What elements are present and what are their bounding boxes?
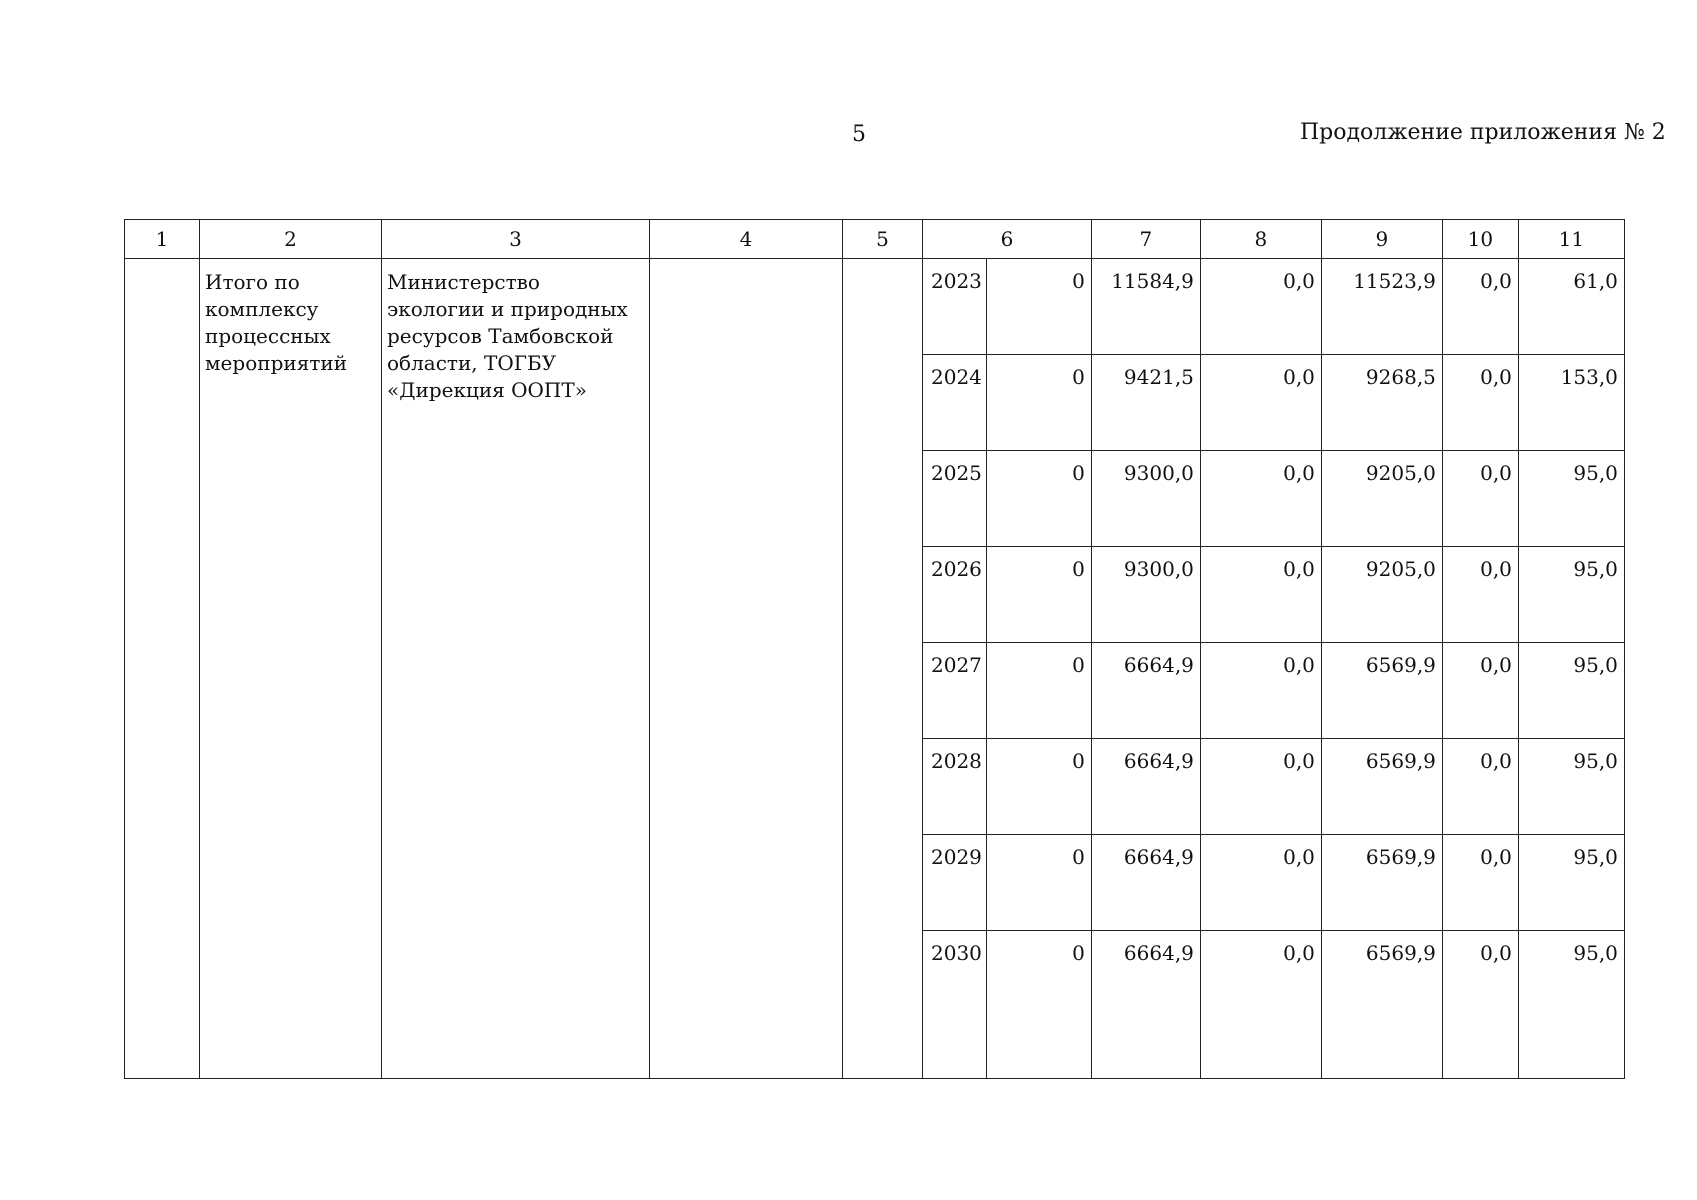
value-cell: 9300,0 bbox=[1091, 451, 1200, 547]
value-cell: 0 bbox=[986, 643, 1091, 739]
value-cell: 0,0 bbox=[1200, 547, 1321, 643]
column-number: 5 bbox=[843, 220, 923, 259]
value-cell: 11523,9 bbox=[1321, 259, 1442, 355]
column-5-cell bbox=[843, 259, 923, 1079]
column-number: 3 bbox=[382, 220, 650, 259]
year-cell: 2030 bbox=[923, 931, 987, 1079]
value-cell: 9268,5 bbox=[1321, 355, 1442, 451]
page-number: 5 bbox=[852, 122, 866, 147]
value-cell: 0,0 bbox=[1200, 259, 1321, 355]
value-cell: 0,0 bbox=[1200, 451, 1321, 547]
column-number: 4 bbox=[650, 220, 843, 259]
year-cell: 2028 bbox=[923, 739, 987, 835]
value-cell: 9300,0 bbox=[1091, 547, 1200, 643]
value-cell: 0,0 bbox=[1442, 835, 1518, 931]
value-cell: 0,0 bbox=[1200, 643, 1321, 739]
table-row bbox=[125, 259, 1625, 355]
value-cell: 0 bbox=[986, 259, 1091, 355]
value-cell: 0 bbox=[986, 835, 1091, 931]
value-cell: 6569,9 bbox=[1321, 931, 1442, 1079]
column-number: 11 bbox=[1518, 220, 1624, 259]
funding-table bbox=[124, 219, 1625, 1079]
column-number: 1 bbox=[125, 220, 200, 259]
value-cell: 6569,9 bbox=[1321, 643, 1442, 739]
value-cell: 0,0 bbox=[1442, 739, 1518, 835]
responsible-executor: Министерство экологии и природных ресурсов Тамбовской области, ТОГБУ «Дирекция ООПТ» bbox=[382, 259, 650, 1079]
value-cell: 0,0 bbox=[1442, 547, 1518, 643]
year-cell: 2029 bbox=[923, 835, 987, 931]
value-cell: 0,0 bbox=[1442, 451, 1518, 547]
column-number: 8 bbox=[1200, 220, 1321, 259]
value-cell: 6664,9 bbox=[1091, 835, 1200, 931]
value-cell: 95,0 bbox=[1518, 643, 1624, 739]
column-4-cell bbox=[650, 259, 843, 1079]
value-cell: 6664,9 bbox=[1091, 643, 1200, 739]
continuation-title: Продолжение приложения № 2 bbox=[1300, 120, 1666, 145]
year-cell: 2023 bbox=[923, 259, 987, 355]
value-cell: 0 bbox=[986, 547, 1091, 643]
value-cell: 6664,9 bbox=[1091, 931, 1200, 1079]
value-cell: 95,0 bbox=[1518, 451, 1624, 547]
row-label: Итого по комплексу процессных мероприятий bbox=[200, 259, 382, 1079]
year-cell: 2027 bbox=[923, 643, 987, 739]
year-cell: 2025 bbox=[923, 451, 987, 547]
value-cell: 95,0 bbox=[1518, 739, 1624, 835]
value-cell: 0,0 bbox=[1442, 931, 1518, 1079]
value-cell: 61,0 bbox=[1518, 259, 1624, 355]
column-1-cell bbox=[125, 259, 200, 1079]
value-cell: 0,0 bbox=[1200, 355, 1321, 451]
column-number: 7 bbox=[1091, 220, 1200, 259]
value-cell: 0,0 bbox=[1442, 355, 1518, 451]
value-cell: 0 bbox=[986, 739, 1091, 835]
value-cell: 95,0 bbox=[1518, 835, 1624, 931]
value-cell: 6664,9 bbox=[1091, 739, 1200, 835]
column-number: 6 bbox=[923, 220, 1092, 259]
value-cell: 6569,9 bbox=[1321, 835, 1442, 931]
value-cell: 153,0 bbox=[1518, 355, 1624, 451]
value-cell: 95,0 bbox=[1518, 547, 1624, 643]
column-number: 9 bbox=[1321, 220, 1442, 259]
value-cell: 0 bbox=[986, 355, 1091, 451]
value-cell: 11584,9 bbox=[1091, 259, 1200, 355]
value-cell: 6569,9 bbox=[1321, 739, 1442, 835]
value-cell: 0 bbox=[986, 451, 1091, 547]
value-cell: 0,0 bbox=[1200, 835, 1321, 931]
value-cell: 9205,0 bbox=[1321, 451, 1442, 547]
value-cell: 9421,5 bbox=[1091, 355, 1200, 451]
value-cell: 0 bbox=[986, 931, 1091, 1079]
value-cell: 0,0 bbox=[1200, 931, 1321, 1079]
year-cell: 2026 bbox=[923, 547, 987, 643]
value-cell: 0,0 bbox=[1200, 739, 1321, 835]
column-number: 10 bbox=[1442, 220, 1518, 259]
value-cell: 0,0 bbox=[1442, 643, 1518, 739]
column-number: 2 bbox=[200, 220, 382, 259]
value-cell: 95,0 bbox=[1518, 931, 1624, 1079]
value-cell: 0,0 bbox=[1442, 259, 1518, 355]
year-cell: 2024 bbox=[923, 355, 987, 451]
column-number-row bbox=[125, 220, 1625, 259]
value-cell: 9205,0 bbox=[1321, 547, 1442, 643]
